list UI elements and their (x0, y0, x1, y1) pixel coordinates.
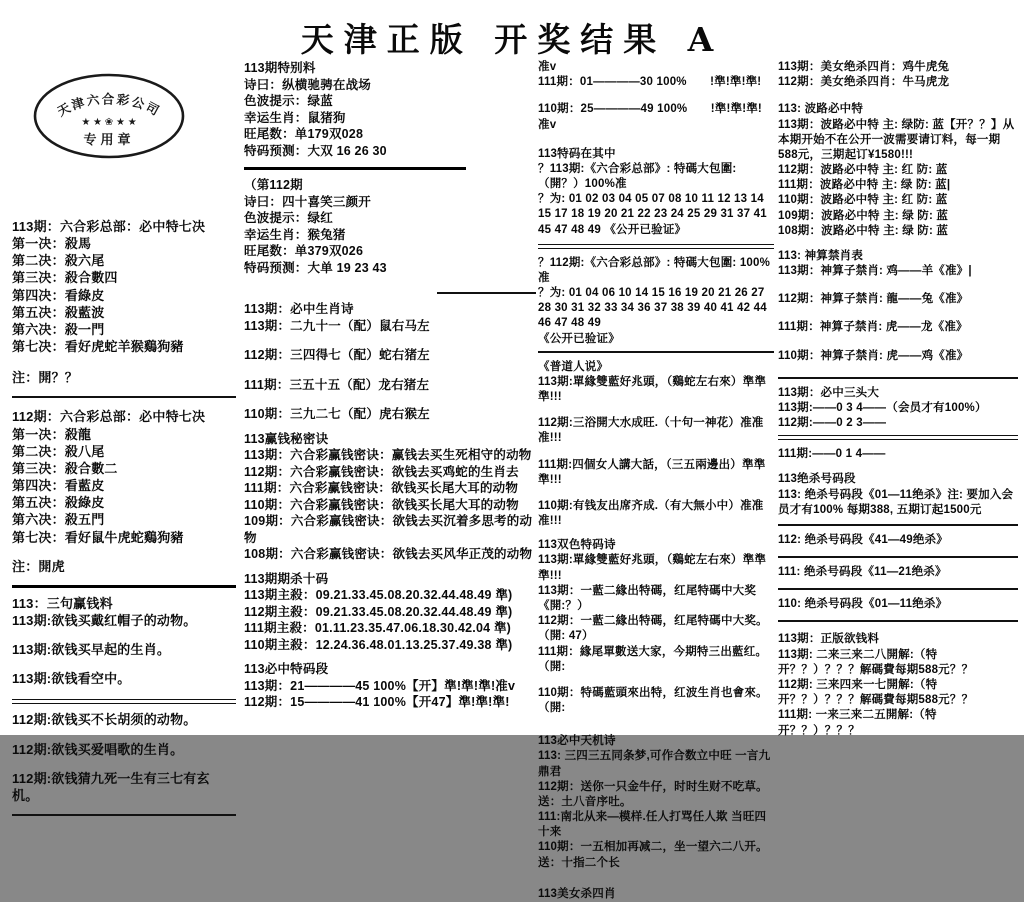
text-line: 准v (538, 118, 557, 131)
text-line: ？为: 01 04 06 10 14 15 16 19 20 21 26 27 28 30 31 32 33 34 36 37 38 39 40 41 42 44 46 47 48 49 (538, 287, 767, 330)
divider (244, 167, 466, 170)
divider (437, 292, 536, 294)
text-line: 旺尾数：单179双028 (244, 127, 364, 141)
section-heading: 113必中天机诗 (538, 735, 616, 748)
text-line: 110期：25————49 100% !準!準!準! (538, 103, 762, 116)
divider (778, 588, 1018, 590)
text-line: 110期主殺：12.24.36.48.01.13.25.37.49.38 準) (244, 637, 513, 652)
text-line: 113期：波路必中特 主: 绿防: 蓝【开？？】从本期开始不在公开一波需要请订料，每一期588元，三期起订¥1580!!! (778, 118, 1015, 161)
text-line: 第一决：殺馬 (12, 236, 92, 252)
text-line: 准v (538, 61, 557, 73)
section-heading: 113必中特码段 (244, 662, 329, 676)
text-line: 112期：送你一只金牛仔，时时生财不吃草。送：土八音序吐。 (538, 780, 768, 808)
text-line: 112期:欲钱买不长胡须的动物。 (12, 712, 197, 728)
divider (778, 377, 1018, 379)
text-line: 幸运生肖：鼠猪狗 (244, 110, 346, 125)
text-line: 113期:單緣雙藍好兆頭，（鷄蛇左右來）準準準!!! (538, 375, 767, 404)
text-line: 第二决：殺八尾 (12, 443, 105, 459)
text-line: 110期：波路必中特 主: 红 防: 蓝 (778, 194, 948, 207)
text-line: 第六决：殺五門 (12, 512, 105, 528)
section-heading: 113期期杀十码 (244, 571, 329, 586)
text-line: 色波提示：绿红 (244, 211, 333, 225)
text-line: 112期：六合彩赢钱密诀：欲钱去买鸡蛇的生肖去 (244, 464, 519, 479)
text-line: 113期:單緣雙藍好兆頭，（鷄蛇左右來）準準準!!! (538, 554, 767, 582)
text-line: 109期：六合彩赢钱密诀：欲钱去买沉着多思考的动物 (244, 514, 533, 545)
section-heading: 《普道人说》 (538, 360, 609, 373)
text-line: 第一决：殺龍 (12, 426, 92, 442)
text-line: 112期：美女绝杀四肖：牛马虎龙 (778, 76, 950, 89)
column-2 (244, 60, 536, 711)
text-line: 112期: 三来四来一七開解:（特开？？）？？？解碼費每期588元？？ (778, 678, 974, 707)
column-4-lines (778, 60, 1018, 739)
section-heading: 113期：六合彩总部：必中特七决 (12, 219, 206, 234)
text-line: ？为: 01 02 03 04 05 07 08 10 11 12 13 14 15 17 18 19 20 21 22 23 24 25 29 31 37 41 45 47 48 49 《公开已验证》 (538, 193, 767, 236)
divider (538, 244, 774, 249)
text-line: 113期：六合彩赢钱密诀：赢钱去买生死相守的动物 (244, 448, 532, 462)
text-line: 111期：波路必中特 主: 绿 防: 蓝| (778, 179, 951, 192)
column-3-lines (538, 60, 774, 902)
divider (12, 699, 236, 704)
text-line: 111期主殺：01.11.23.35.47.06.18.30.42.04 準) (244, 621, 512, 635)
section-heading: 112期：六合彩总部：必中特七决 (12, 409, 206, 425)
section-heading: 113: 神算禁肖表 (778, 249, 864, 262)
text-line: 112期：波路必中特 主: 红 防: 蓝 (778, 164, 948, 177)
text-line: 110期：神算子禁肖: 虎——鸡《准》 (778, 349, 969, 362)
section-heading: 113双色特码诗 (538, 539, 616, 552)
text-line: 113期:——0 3 4——（会员才有100%） (778, 401, 987, 414)
text-line: 110期:有钱友出席齐成.（有大無小中）准准准!!! (538, 499, 764, 528)
text-line: 113期: 二来三来二八開解:（特开？？）？？？解碼費每期588元？？ (778, 648, 974, 676)
column-1-lines (12, 218, 236, 816)
section-heading: 113特码在其中 (538, 147, 616, 160)
section-heading: 113：三句赢钱料 (12, 595, 113, 611)
text-line: 第五决：殺藍波 (12, 304, 105, 320)
text-line: ？112期:《六合彩总部》: 特碼大包圍: 100%准 (538, 256, 771, 284)
text-line: 112期:——0 2 3—— (778, 417, 887, 430)
text-line: 第三决：殺合數四 (12, 270, 118, 286)
text-line: 诗曰：四十喜笑三颜开 (244, 194, 372, 209)
text-line: 第二决：殺六尾 (12, 253, 105, 269)
text-line: 诗曰：纵横驰骋在战场 (244, 77, 372, 92)
text-line: 注：開虎 (12, 558, 65, 574)
text-line: 109期：波路必中特 主: 绿 防: 蓝 (778, 209, 949, 222)
text-line: 112期:三浴開大水成旺.（十句一神花）准准准!!! (538, 417, 764, 445)
text-line: 110期：三九二七（配）虎右猴左 (244, 407, 430, 421)
text-line: 112期主殺：09.21.33.45.08.20.32.44.48.49 準) (244, 604, 513, 619)
text-line: 《公开已验证》 (538, 332, 620, 345)
text-line: 110: 绝杀号码段《01—11绝杀》 (778, 598, 948, 611)
text-line: 110期：六合彩赢钱密诀：欲钱买长尾大耳的动物 (244, 497, 519, 512)
column-2-lines (244, 60, 536, 711)
text-line: 第四决：看綠皮 (12, 287, 105, 303)
divider (778, 435, 1018, 440)
text-line: 第四决：看藍皮 (12, 478, 105, 494)
text-line: 111期: 一来三来二五開解:（特开？？）？？？ (778, 709, 937, 737)
text-line: 113期：21————45 100%【开】準!準!準!准v (244, 678, 516, 693)
section-heading: 113期：必中生肖诗 (244, 302, 354, 316)
text-line: ？113期:《六合彩总部》: 特碼大包圍:（開？）100%准 (538, 162, 737, 191)
text-line: 111期：01————30 100% !準!準!準! (538, 76, 762, 89)
text-line: 第三决：殺合數二 (12, 460, 118, 476)
text-line: 110期：一五相加再减二，坐一望六二八开。送：十指二个长 (538, 841, 768, 869)
text-line: 特码预测：大双 16 26 30 (244, 143, 387, 158)
section-heading: 113期：必中三头大 (778, 386, 880, 399)
stamp-oval (30, 72, 188, 160)
section-heading: 113: 波路必中特 (778, 103, 864, 116)
text-line: 111期：緣尾單數送大家，今期特三出藍红。（開: (538, 645, 768, 673)
section-heading: 113期：正版欲钱料 (778, 633, 880, 646)
text-line: 111期:四個女人講大話，（三五兩邊出）準準準!!! (538, 458, 766, 486)
text-line: 108期：六合彩赢钱密诀：欲钱去买风华正茂的动物 (244, 547, 533, 561)
text-line: 113期：二九十一（配）鼠右马左 (244, 318, 430, 333)
text-line: 111期：三五十五（配）龙右猪左 (244, 377, 430, 392)
text-line: 112期：神算子禁肖: 龍——兔《准》 (778, 293, 969, 306)
text-line: 第七决：看好鼠牛虎蛇鷄狗豬 (12, 529, 184, 545)
text-line: 112期：15————41 100%【开47】準!準!準! (244, 695, 510, 709)
text-line: 幸运生肖：猴兔猪 (244, 227, 346, 242)
text-line: 113期:欲钱看空中。 (12, 671, 131, 687)
text-line: 111期:——0 1 4—— (778, 448, 886, 461)
text-line: 111: 绝杀号码段《11—21绝杀》 (778, 566, 947, 579)
text-line: 111期：六合彩赢钱密诀：欲钱买长尾大耳的动物 (244, 481, 519, 495)
text-line: 旺尾数：单379双026 (244, 244, 364, 258)
divider (778, 524, 1018, 526)
text-line: 113期：美女绝杀四肖：鸡牛虎兔 (778, 61, 950, 73)
text-line: 113: 绝杀号码段《01—11绝杀》注: 要加入会员才有100% 每期388, 五期订起1500元 (778, 488, 1014, 516)
section-heading: 113期特别料 (244, 61, 316, 75)
text-line: 111:南北从来—模样.任人打骂任人欺 当旺四十来 (538, 811, 767, 839)
column-3 (538, 60, 774, 902)
divider (12, 396, 236, 398)
svg-text:天津六合彩公司 (55, 91, 163, 119)
text-line: 第五决：殺綠皮 (12, 495, 105, 511)
text-line: 113期：神算子禁肖: 鸡——羊《准》| (778, 265, 972, 278)
divider (778, 556, 1018, 558)
section-heading: （第112期 (244, 178, 303, 192)
stamp-label: 专用章 (83, 132, 135, 147)
company-stamp (30, 72, 236, 160)
stamp-arc-text: 天津六合彩公司 (55, 92, 163, 120)
stamp-stars: ★ ★ ❀ ★ ★ (81, 117, 137, 128)
divider (12, 585, 236, 588)
column-1 (12, 60, 236, 823)
text-line: 113期主殺：09.21.33.45.08.20.32.44.48.49 準) (244, 588, 513, 602)
text-line: 110期：特碼藍頭來出特，红波生肖也會來。（開: (538, 686, 768, 715)
divider (538, 351, 774, 353)
text-line: 特码预测：大单 19 23 43 (244, 260, 387, 275)
text-line: 注：開？？ (12, 370, 79, 386)
text-line: 113期:欲钱买戴红帽子的动物。 (12, 612, 197, 628)
text-line: 113期：一藍二緣出特碼，红尾特碼中大奖《開:？） (538, 584, 757, 612)
page-title: 天津正版 开奖结果 A (300, 20, 724, 59)
column-4 (778, 60, 1018, 739)
text-line: 112期：三四得七（配）蛇右猪左 (244, 348, 430, 362)
text-line: 色波提示：绿蓝 (244, 94, 333, 108)
text-line: 113期:欲钱买早起的生肖。 (12, 642, 171, 658)
section-heading: 113美女杀四肖 (538, 887, 616, 900)
section-heading: 113赢钱秘密诀 (244, 431, 329, 446)
text-line: 113: 三四三五同条梦,可作合数立中旺 一言九鼎君 (538, 750, 771, 778)
text-line: 112: 绝杀号码段《41—49绝杀》 (778, 533, 948, 546)
section-heading: 113绝杀号码段 (778, 473, 856, 486)
text-line: 112期:欲钱买爱唱歌的生肖。 (12, 741, 184, 757)
text-line: 112期:欲钱猜九死一生有三七有玄机。 (12, 770, 210, 803)
text-line: 第六决：殺一門 (12, 321, 105, 337)
divider (778, 620, 1018, 622)
text-line: 第七决：看好虎蛇羊猴鷄狗豬 (12, 339, 184, 355)
text-line: 111期：神算子禁肖: 虎——龙《准》 (778, 321, 968, 334)
text-line: 108期：波路必中特 主: 绿 防: 蓝 (778, 224, 949, 237)
divider (12, 814, 236, 816)
text-line: 112期：一藍二緣出特碼，红尾特碼中大奖。（開: 47） (538, 615, 768, 643)
